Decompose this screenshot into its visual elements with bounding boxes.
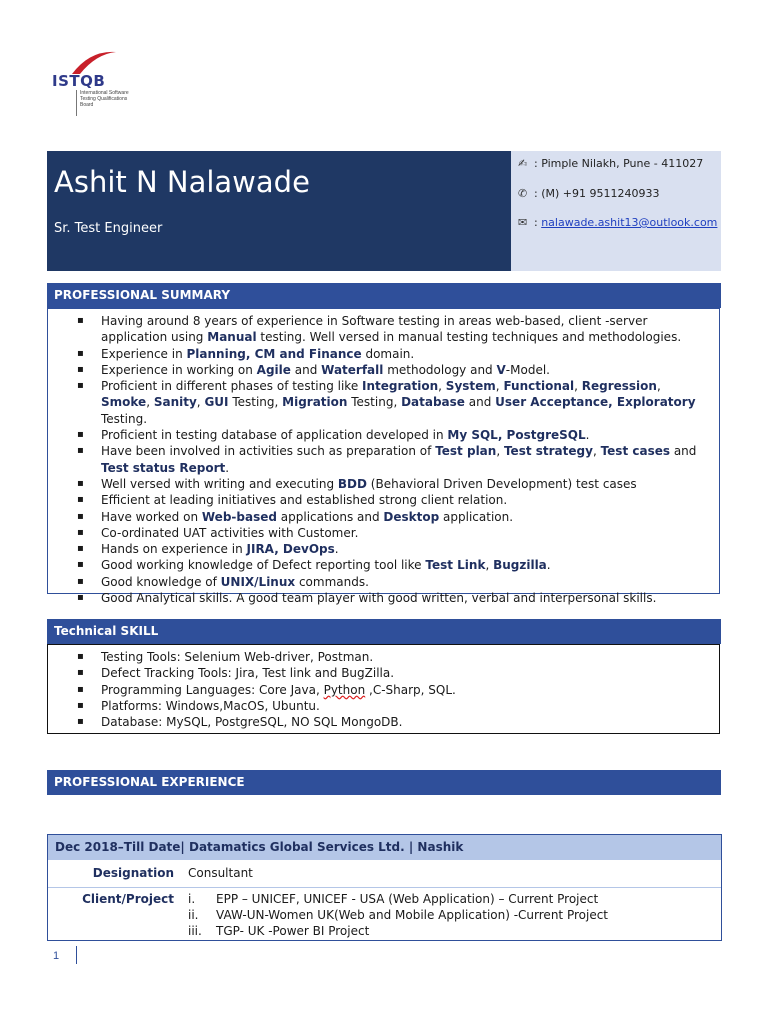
summary-item: ▪ Efficient at leading initiatives and established strong client relation.: [48, 492, 719, 508]
skill-item: ▪ Defect Tracking Tools: Jira, Test link and BugZilla.: [48, 665, 719, 681]
job-title: Sr. Test Engineer: [54, 221, 163, 236]
summary-item: ▪ Good working knowledge of Defect reporting tool like Test Link, Bugzilla.: [48, 557, 719, 573]
email-link[interactable]: nalawade.ashit13@outlook.com: [541, 216, 718, 229]
skills-heading-bar: [47, 619, 721, 644]
summary-item: ▪ Experience in working on Agile and Waterfall methodology and V-Model.: [48, 362, 719, 378]
resume-header: [47, 151, 721, 271]
name-panel: [47, 151, 511, 271]
email-row: ✉ : nalawade.ashit13@outlook.com: [518, 216, 718, 229]
summary-item: ▪ Good Analytical skills. A good team player with good written, verbal and interpersonal skills.: [48, 590, 719, 606]
summary-heading: PROFESSIONAL SUMMARY: [54, 288, 231, 302]
summary-box: [47, 308, 720, 606]
summary-item: ▪ Proficient in testing database of application developed in My SQL, PostgreSQL.: [48, 427, 719, 443]
skill-item: ▪ Database: MySQL, PostgreSQL, NO SQL MongoDB.: [48, 714, 719, 730]
istqb-logo: [50, 48, 130, 120]
summary-list: [48, 313, 719, 606]
summary-item: ▪ Hands on experience in JIRA, DevOps.: [48, 541, 719, 557]
address-text: : Pimple Nilakh, Pune - 411027: [534, 157, 704, 170]
experience-entry: [47, 834, 722, 941]
experience-heading-bar: [47, 770, 721, 795]
summary-item: ▪ Experience in Planning, CM and Finance domain.: [48, 346, 719, 362]
summary-item: ▪ Having around 8 years of experience in Software testing in areas web-based, client -server application using Manual testing. Well versed in manual testing techniques and methodologies.: [48, 313, 719, 346]
logo-divider: [76, 90, 77, 116]
home-icon: ✍: [518, 157, 528, 170]
page-number-divider: [76, 946, 77, 964]
skills-heading: Technical SKILL: [54, 624, 159, 638]
contact-panel: [511, 151, 721, 271]
project-item: TGP- UK -Power BI Project: [216, 924, 370, 938]
summary-item: ▪ Have worked on Web-based applications and Desktop application.: [48, 509, 719, 525]
client-label: Client/Project: [82, 892, 174, 906]
logo-text: ISTQB: [52, 72, 106, 90]
row-divider: [48, 887, 721, 888]
summary-heading-bar: [47, 283, 721, 308]
summary-item: ▪ Co-ordinated UAT activities with Customer.: [48, 525, 719, 541]
job-header-bar: [48, 835, 721, 860]
project-number: iii.: [188, 924, 202, 938]
phone-icon: ✆: [518, 187, 528, 200]
summary-item: ▪ Have been involved in activities such as preparation of Test plan, Test strategy, Test cases and Test status Report.: [48, 443, 719, 476]
job-header: Dec 2018–Till Date| Datamatics Global Services Ltd. | Nashik: [55, 840, 464, 854]
skill-item: ▪ Platforms: Windows,MacOS, Ubuntu.: [48, 698, 719, 714]
phone-text: : (M) +91 9511240933: [534, 187, 660, 200]
designation-value: Consultant: [188, 866, 253, 880]
project-number: ii.: [188, 908, 199, 922]
address-row: [518, 157, 703, 170]
page-number: 1: [53, 950, 60, 962]
skill-item: ▪ Testing Tools: Selenium Web-driver, Postman.: [48, 649, 719, 665]
summary-item: ▪ Good knowledge of UNIX/Linux commands.: [48, 574, 719, 590]
project-item: VAW-UN-Women UK(Web and Mobile Application) -Current Project: [216, 908, 608, 922]
project-number: i.: [188, 892, 196, 906]
mail-icon: ✉: [518, 216, 528, 229]
phone-row: [518, 187, 659, 200]
summary-item: ▪ Proficient in different phases of testing like Integration, System, Functional, Regression, Smoke, Sanity, GUI Testing, Migration Testing, Database and User Acceptance, Exploratory Testing.: [48, 378, 719, 427]
skill-item: ▪ Programming Languages: Core Java, Python ,C-Sharp, SQL.: [48, 682, 719, 698]
skills-list: [48, 649, 719, 730]
experience-heading: PROFESSIONAL EXPERIENCE: [54, 775, 245, 789]
candidate-name: Ashit N Nalawade: [54, 165, 310, 199]
project-item: EPP – UNICEF, UNICEF - USA (Web Application) – Current Project: [216, 892, 599, 906]
logo-subtitle: International Software Testing Qualifications Board: [80, 90, 129, 108]
summary-item: ▪ Well versed with writing and executing BDD (Behavioral Driven Development) test cases: [48, 476, 719, 492]
designation-label: Designation: [92, 866, 174, 880]
skills-box: [47, 644, 720, 734]
